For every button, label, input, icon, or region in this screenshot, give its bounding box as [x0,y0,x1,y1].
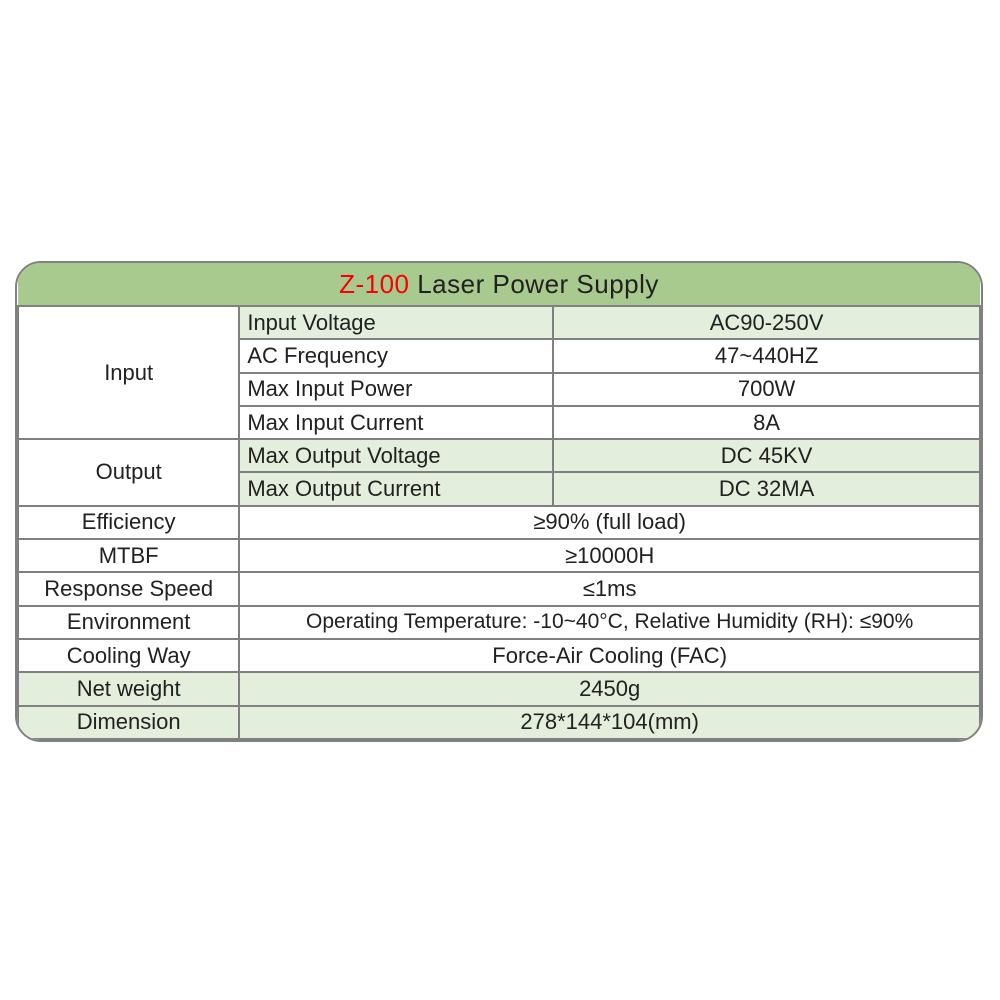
value-max-input-current: 8A [553,406,980,439]
row-input-voltage [18,306,980,339]
group-cell-input: Input [18,306,239,439]
row-response-speed [18,572,980,605]
row-cooling-way [18,639,980,672]
value-ac-frequency: 47~440HZ [553,339,980,372]
spec-table-card [15,261,983,742]
value-max-output-current: DC 32MA [553,472,980,505]
row-efficiency [18,506,980,539]
param-mtbf: MTBF [18,539,239,572]
param-max-input-current: Max Input Current [239,406,553,439]
param-dimension: Dimension [18,706,239,739]
value-max-input-power: 700W [553,373,980,406]
value-input-voltage: AC90-250V [553,306,980,339]
row-environment [18,606,980,639]
param-environment: Environment [18,606,239,639]
param-max-output-voltage: Max Output Voltage [239,439,553,472]
value-cooling-way: Force-Air Cooling (FAC) [239,639,980,672]
row-net-weight [18,672,980,705]
value-environment: Operating Temperature: -10~40°C, Relative Humidity (RH): ≤90% [239,606,980,639]
param-ac-frequency: AC Frequency [239,339,553,372]
value-net-weight: 2450g [239,672,980,705]
product-name: Laser Power Supply [409,268,659,299]
model-number: Z-100 [339,268,410,299]
param-max-input-power: Max Input Power [239,373,553,406]
param-efficiency: Efficiency [18,506,239,539]
title-row [18,263,980,306]
spec-table [17,263,981,740]
row-dimension [18,706,980,739]
param-net-weight: Net weight [18,672,239,705]
table-title [18,263,980,306]
value-max-output-voltage: DC 45KV [553,439,980,472]
row-mtbf [18,539,980,572]
group-cell-output: Output [18,439,239,506]
value-mtbf: ≥10000H [239,539,980,572]
value-dimension: 278*144*104(mm) [239,706,980,739]
value-efficiency: ≥90% (full load) [239,506,980,539]
value-response-speed: ≤1ms [239,572,980,605]
param-response-speed: Response Speed [18,572,239,605]
param-cooling-way: Cooling Way [18,639,239,672]
param-max-output-current: Max Output Current [239,472,553,505]
row-max-output-voltage [18,439,980,472]
param-input-voltage: Input Voltage [239,306,553,339]
